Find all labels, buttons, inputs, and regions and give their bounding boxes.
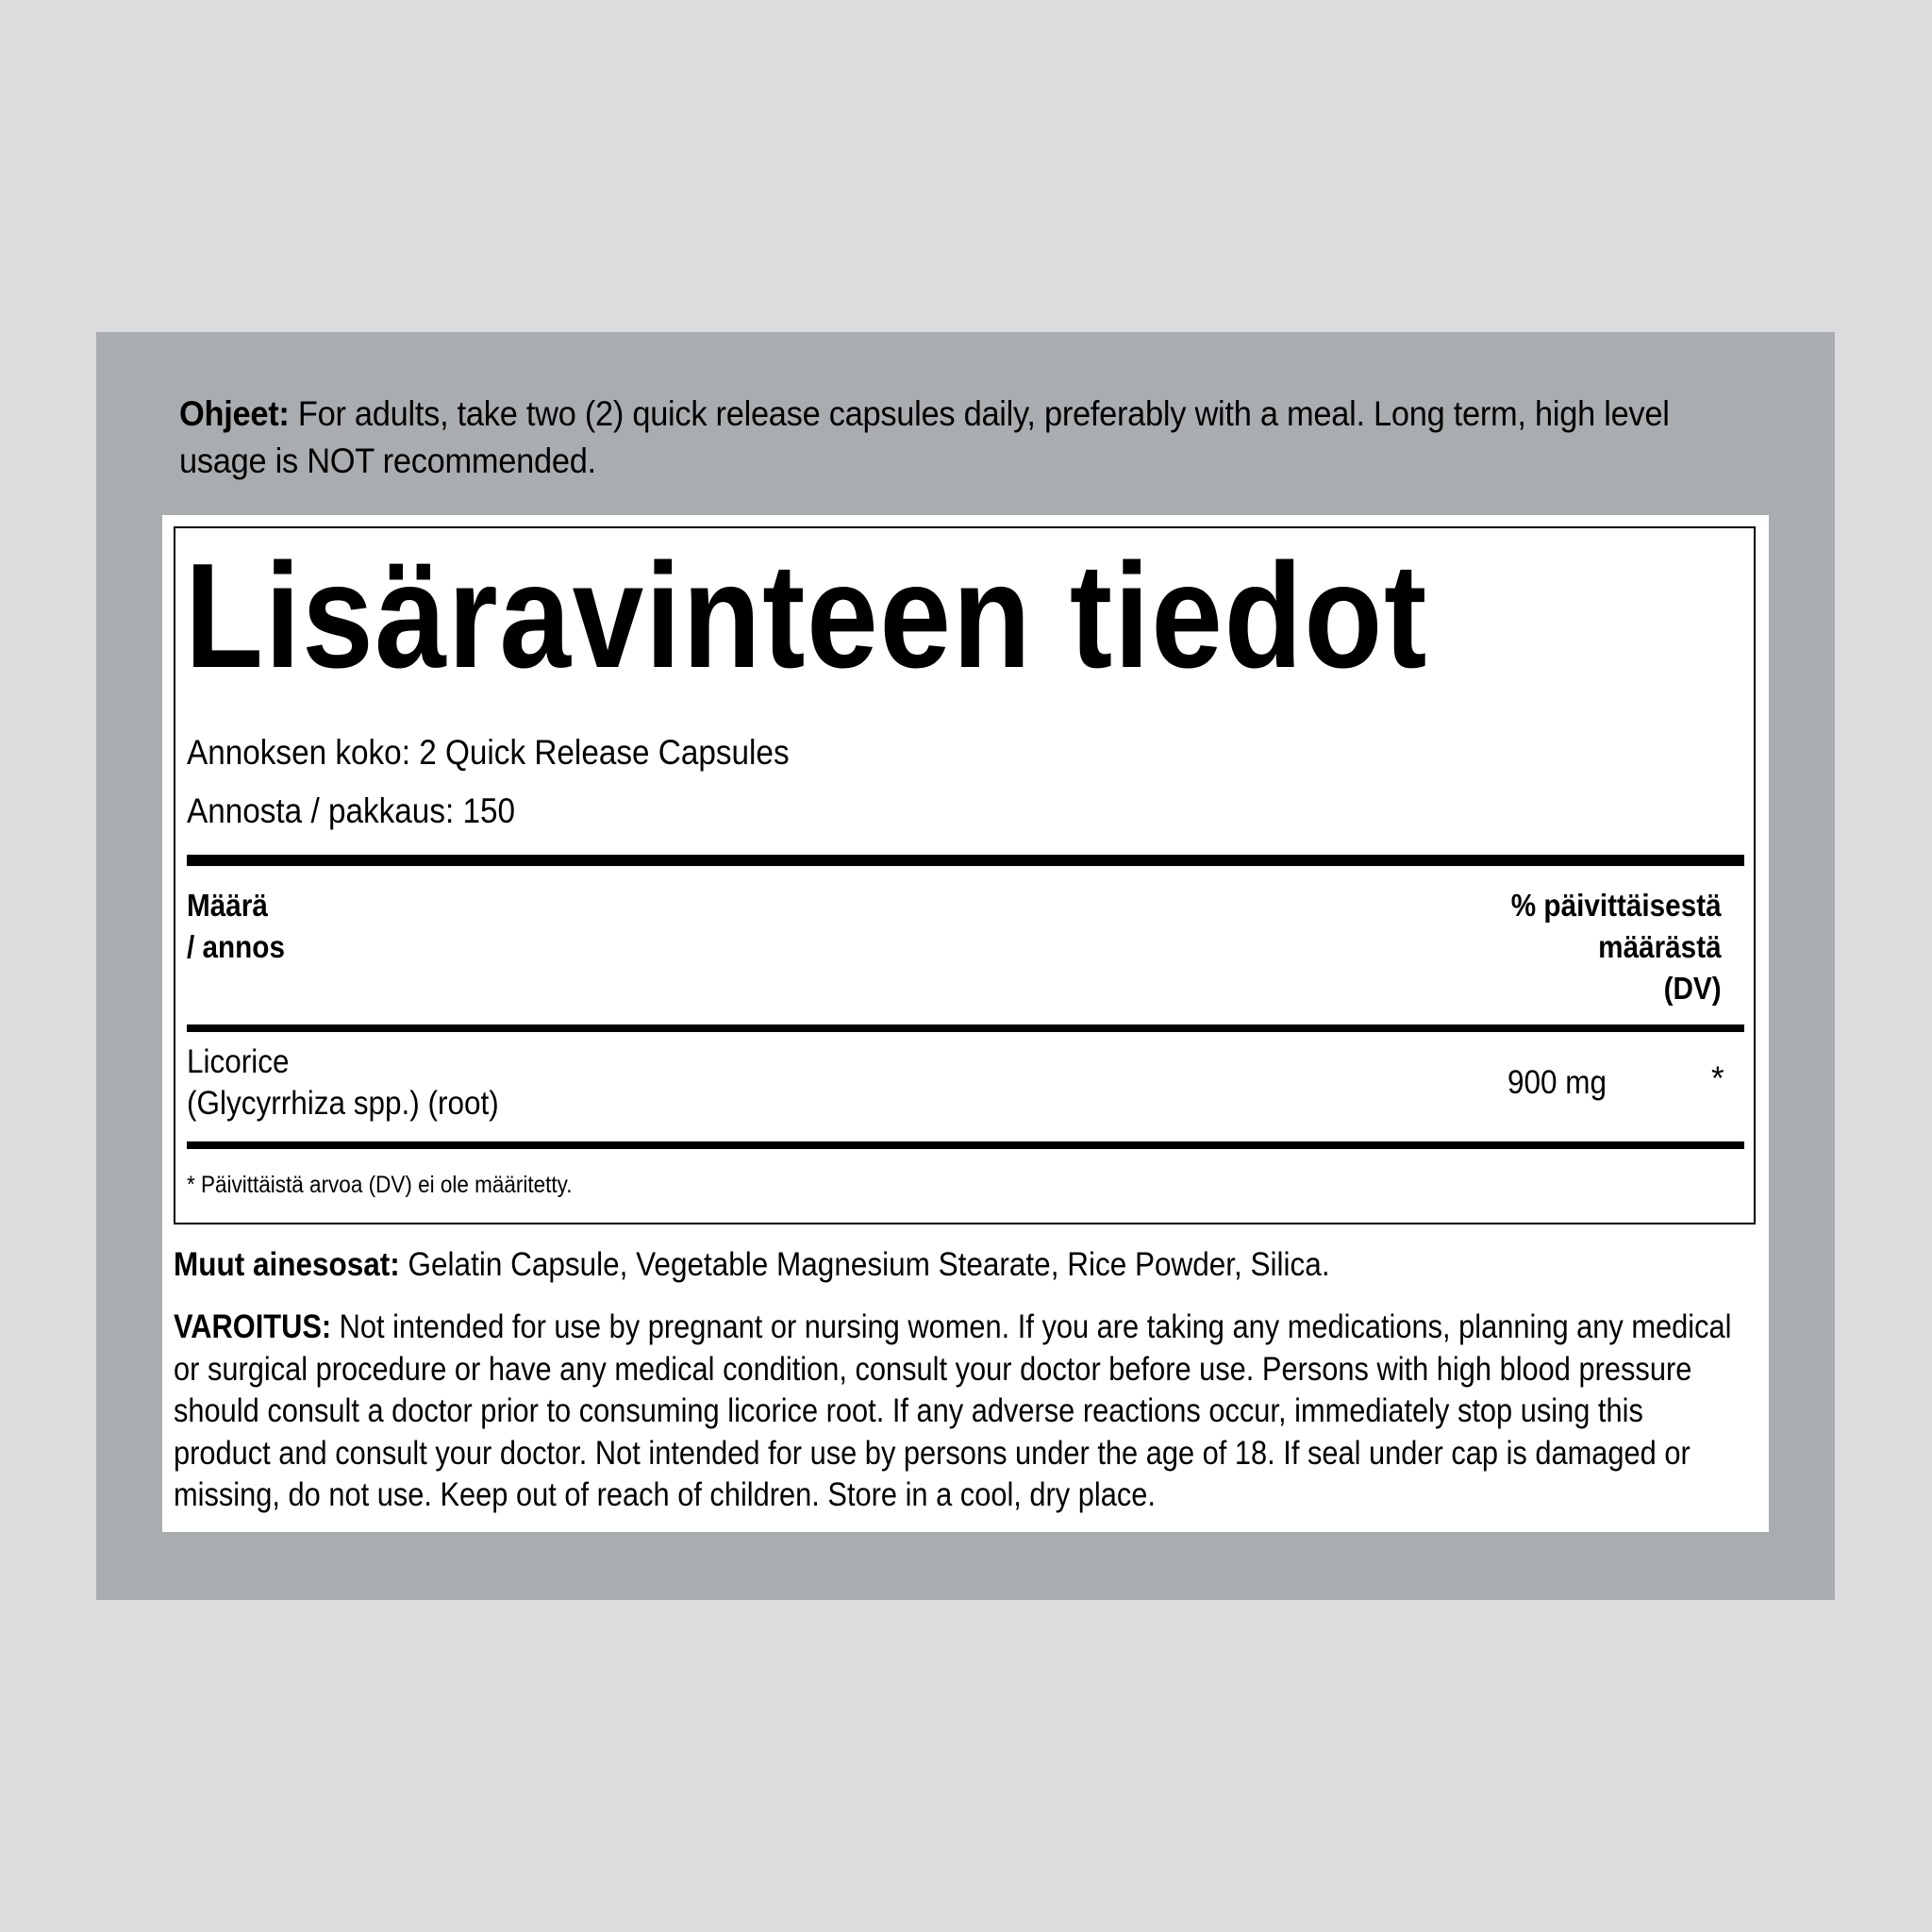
warning-line5: missing, do not use. Keep out of reach of children. Store in a cool, dry place.	[174, 1476, 1156, 1513]
ingredient-daily-value: *	[1711, 1060, 1724, 1097]
supplement-facts-title: Lisäravinteen tiedot	[185, 533, 1429, 699]
other-ingredients	[174, 1243, 1702, 1287]
warning-line4: product and consult your doctor. Not intended for use by persons under the age of 18. If seal under cap is damaged or	[174, 1434, 1690, 1472]
other-ingredients-list: Gelatin Capsule, Vegetable Magnesium Stearate, Rice Powder, Silica.	[399, 1246, 1330, 1283]
directions-label: Ohjeet:	[179, 394, 290, 433]
warning-line1: Not intended for use by pregnant or nursing women. If you are taking any medications, planning any medical	[331, 1308, 1732, 1345]
serving-size: Annoksen koko: 2 Quick Release Capsules	[187, 733, 790, 772]
amount-header-line1: Määrä	[187, 888, 268, 923]
supplement-facts-box	[174, 526, 1756, 1224]
ingredient-name	[187, 1041, 499, 1124]
thick-divider	[187, 855, 1744, 866]
dv-header-line1: % päivittäisestä	[1511, 888, 1722, 923]
warning-label: VAROITUS:	[174, 1308, 332, 1345]
warning-line3: should consult a doctor prior to consuming licorice root. If any adverse reactions occur, immediately stop using this	[174, 1392, 1643, 1429]
dv-header-line3: (DV)	[1663, 971, 1722, 1006]
warning-line2: or surgical procedure or have any medical condition, consult your doctor before use. Persons with high blood pressure	[174, 1350, 1692, 1388]
amount-per-serving-header	[187, 885, 285, 968]
warning-text	[174, 1307, 1751, 1517]
ingredient-amount: 900 mg	[1507, 1064, 1607, 1101]
header-divider	[187, 1024, 1744, 1032]
servings-per-container: Annosta / pakkaus: 150	[187, 791, 516, 830]
amount-header-line2: / annos	[187, 929, 285, 964]
ingredient-name-line1: Licorice	[187, 1043, 290, 1080]
daily-value-header	[1511, 885, 1722, 1009]
other-ingredients-label: Muut ainesosat:	[174, 1246, 400, 1283]
directions-text	[179, 391, 1671, 485]
bottom-divider	[187, 1141, 1744, 1149]
directions-body: For adults, take two (2) quick release capsules daily, preferably with a meal. Long term, high level usage is NOT recommended.	[179, 394, 1670, 480]
dv-header-line2: määrästä	[1598, 929, 1722, 964]
ingredient-name-line2: (Glycyrrhiza spp.) (root)	[187, 1085, 499, 1122]
daily-value-footnote: * Päivittäistä arvoa (DV) ei ole määritetty.	[187, 1172, 573, 1198]
